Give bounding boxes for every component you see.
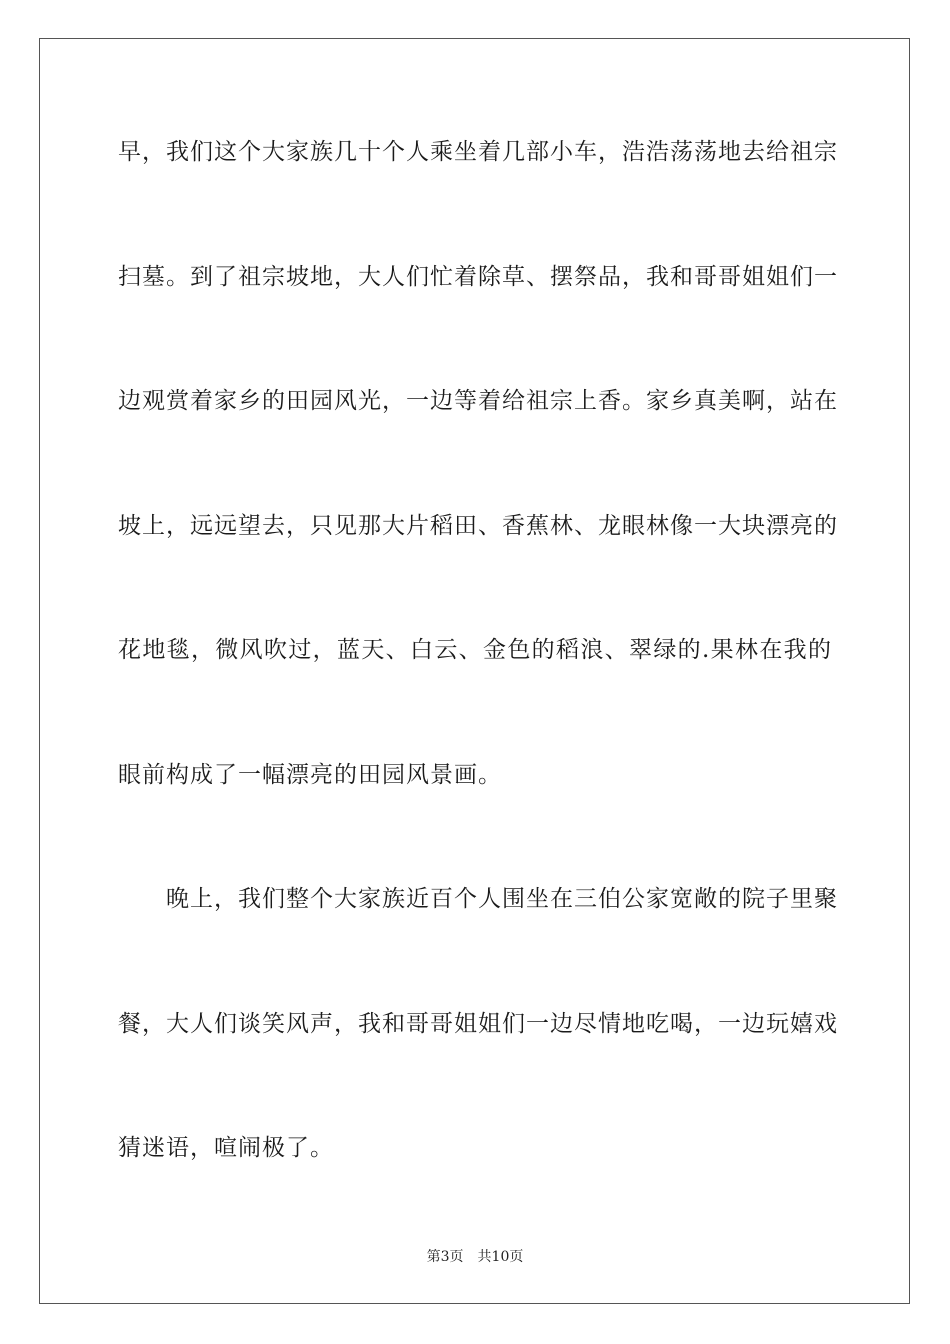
text-line-6: 眼前构成了一幅漂亮的田园风景画。 bbox=[118, 762, 502, 788]
text-line-1: 早，我们这个大家族几十个人乘坐着几部小车，浩浩荡荡地去给祖宗 bbox=[118, 139, 838, 165]
text-line-4: 坡上，远远望去，只见那大片稻田、香蕉林、龙眼林像一大块漂亮的 bbox=[118, 513, 838, 539]
text-line-9: 猜迷语，喧闹极了。 bbox=[118, 1135, 334, 1161]
text-line-5: 花地毯，微风吹过，蓝天、白云、金色的稻浪、翠绿的.果林在我的 bbox=[118, 637, 832, 663]
page-footer bbox=[0, 1248, 950, 1266]
text-line-7: 晚上，我们整个大家族近百个人围坐在三伯公家宽敞的院子里聚 bbox=[166, 886, 838, 912]
page-total: 共10页 bbox=[477, 1249, 524, 1265]
page-border bbox=[39, 38, 910, 1304]
text-line-3: 边观赏着家乡的田园风光，一边等着给祖宗上香。家乡真美啊，站在 bbox=[118, 388, 838, 414]
text-line-2: 扫墓。到了祖宗坡地，大人们忙着除草、摆祭品，我和哥哥姐姐们一 bbox=[118, 264, 838, 290]
page-number: 第3页 bbox=[426, 1249, 464, 1265]
text-line-8: 餐，大人们谈笑风声，我和哥哥姐姐们一边尽情地吃喝，一边玩嬉戏 bbox=[118, 1011, 838, 1037]
